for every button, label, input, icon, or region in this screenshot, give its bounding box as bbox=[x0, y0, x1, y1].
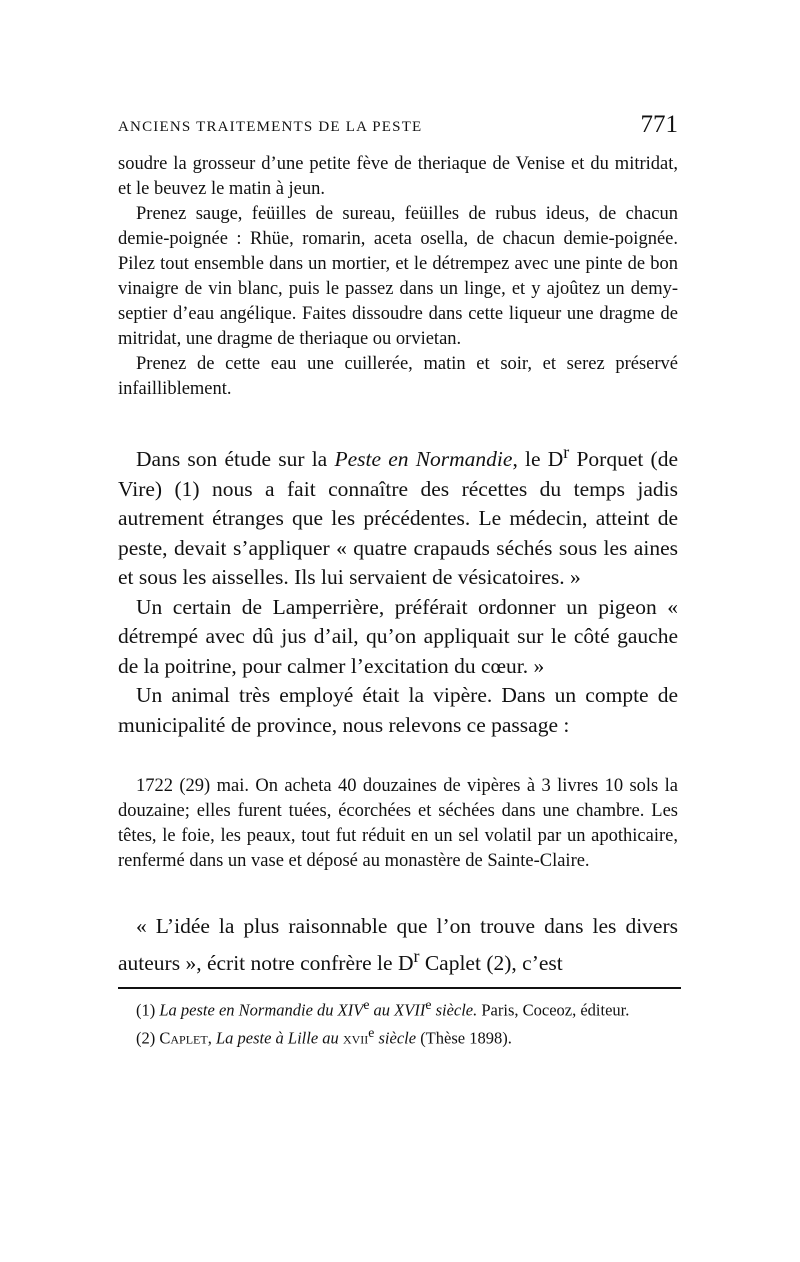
footnote-2 bbox=[118, 1022, 681, 1050]
main-text-block bbox=[118, 438, 678, 740]
paragraph-caplet bbox=[118, 912, 678, 978]
paragraph-normandie bbox=[118, 438, 678, 593]
footnotes bbox=[118, 994, 681, 1049]
text-run: Porquet (de Vire) (1) nous a fait connaître des récettes du temps jadis autrement étranges que les précédentes. Le médecin, atteint de peste, devait s’appliquer « quatre crapauds séchés sous les aines et sous les aisselles. Ils lui servaient de vésicatoires. » bbox=[118, 447, 678, 590]
quote-block bbox=[118, 774, 678, 874]
paragraph-recipe-sage: Prenez sauge, feüilles de sureau, feüilles de rubus ideus, de chacun demie-poignée : Rhüe, romarin, aceta osella, de chacun demie-poignée. Pilez tout ensemble dans un mortier, et le détrempez avec une pinte de bon vinaigre de vin blanc, puis le passez dans un linge, et y ajoûtez un demy-septier d’eau angélique. Faites dissoudre dans cette liqueur une dragme de mitridat, une dragme de theriaque ou orvietan. bbox=[118, 204, 678, 349]
footnote-author: Caplet bbox=[159, 1028, 208, 1047]
paragraph-compte-1722: 1722 (29) mai. On acheta 40 douzaines de vipères à 3 livres 10 sols la douzaine; elles furent tuées, écorchées et séchées dans une chambre. Les têtes, le foie, les peaux, tout fut réduit en un sel volatil par un apothicaire, renfermé dans un vase et déposé au monastère de Sainte-Claire. bbox=[118, 776, 678, 871]
superscript: r bbox=[413, 945, 420, 966]
footnote-title: La peste en Normandie du XIV bbox=[159, 1000, 364, 1020]
text-run: « L’idée la plus raisonnable que l’on trouve dans les divers auteurs », écrit notre confrère le D bbox=[118, 914, 678, 975]
superscript: e bbox=[368, 1024, 375, 1040]
footnote-century: xvii bbox=[342, 1028, 369, 1047]
footnote-1 bbox=[118, 994, 681, 1022]
closing-block bbox=[118, 912, 678, 978]
paragraph-recipe-dose: Prenez de cette eau une cuillerée, matin et soir, et serez préservé infailliblement. bbox=[118, 354, 678, 399]
text-run: Dans son étude sur la bbox=[136, 447, 335, 472]
paragraph-vipere: Un animal très employé était la vipère. Dans un compte de municipalité de province, nous relevons ce passage : bbox=[118, 683, 678, 737]
footnote-text: , bbox=[207, 1028, 216, 1047]
footnote-text: Paris, Coceoz, éditeur. bbox=[477, 1000, 630, 1020]
page-header bbox=[118, 111, 678, 143]
footnote-title: siècle bbox=[374, 1028, 417, 1047]
book-title: Peste en Normandie bbox=[334, 447, 513, 472]
footnote-text: (Thèse 1898). bbox=[416, 1028, 512, 1047]
footnote-title: au XVII bbox=[369, 1000, 426, 1020]
footnote-number: (1) bbox=[136, 1000, 160, 1020]
text-run: Caplet (2), c’est bbox=[419, 950, 563, 975]
footnote-title: siècle. bbox=[431, 1000, 478, 1020]
recipe-block bbox=[118, 152, 678, 402]
footnote-number: (2) bbox=[136, 1028, 160, 1047]
footnote-divider bbox=[118, 987, 681, 989]
text-run: , le D bbox=[512, 447, 564, 472]
running-title: ANCIENS TRAITEMENTS DE LA PESTE bbox=[118, 119, 423, 135]
footnote-title: La peste à Lille au bbox=[215, 1028, 343, 1047]
paragraph-lamperriere: Un certain de Lamperrière, préférait ordonner un pigeon « détrempé avec dû jus d’ail, qu’on appliquait sur le côté gauche de la poitrine, pour calmer l’excitation du cœur. » bbox=[118, 594, 678, 678]
superscript: e bbox=[425, 997, 432, 1012]
page-number: 771 bbox=[640, 111, 678, 138]
superscript: r bbox=[563, 442, 570, 462]
paragraph-recipe-end: soudre la grosseur d’une petite fève de theriaque de Venise et du mitridat, et le beuvez le matin à jeun. bbox=[118, 154, 678, 199]
superscript: e bbox=[363, 997, 370, 1012]
